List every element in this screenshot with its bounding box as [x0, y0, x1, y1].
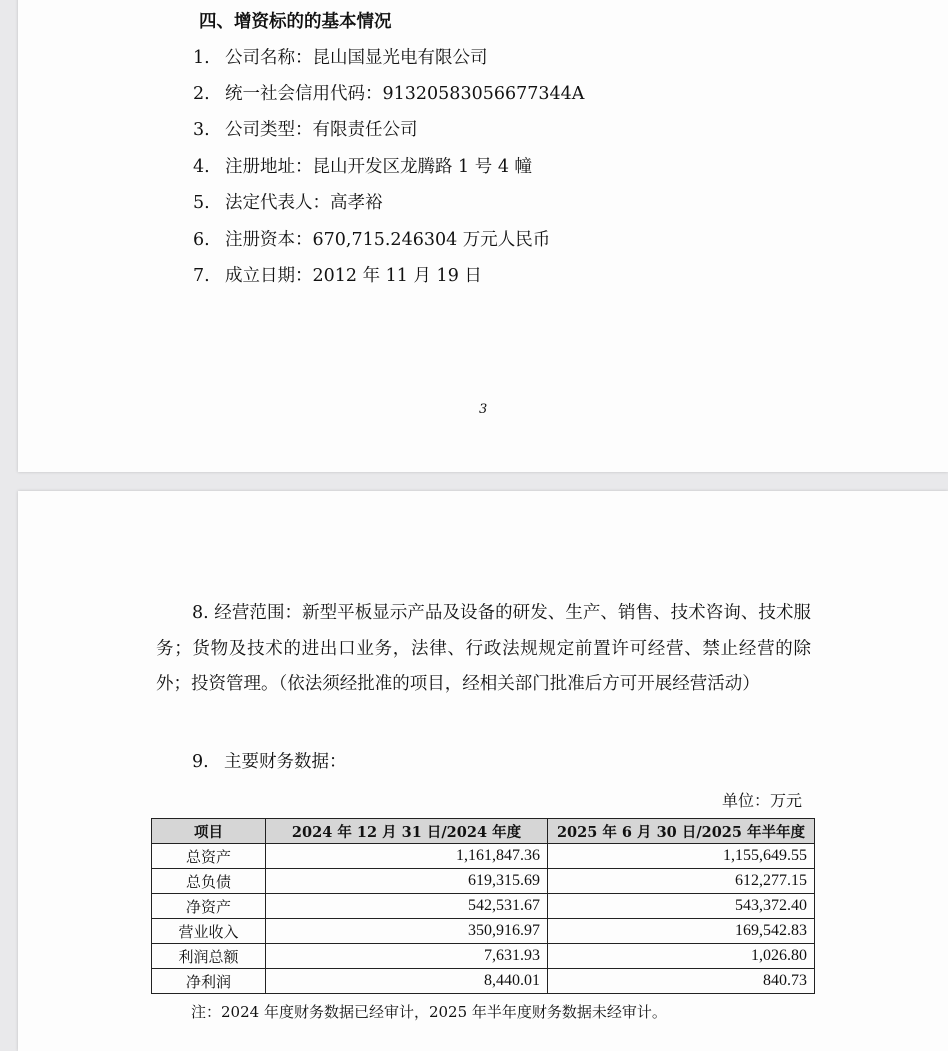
list-item-number: 5.	[193, 193, 210, 213]
list-item-company-type	[193, 119, 418, 141]
table-row	[152, 919, 815, 944]
list-item-text: 成立日期：2012 年 11 月 19 日	[225, 266, 482, 286]
row-label: 总负债	[152, 869, 266, 894]
list-item-legal-rep	[193, 192, 383, 214]
list-item-text: 公司名称：昆山国显光电有限公司	[225, 48, 488, 68]
header-item: 项目	[152, 819, 266, 844]
list-item-number: 4.	[193, 157, 210, 177]
value-2024: 1,161,847.36	[266, 844, 548, 869]
value-2025: 1,026.80	[548, 944, 815, 969]
list-item-financial-data	[192, 751, 347, 773]
business-scope-paragraph: 8. 经营范围：新型平板显示产品及设备的研发、生产、销售、技术咨询、技术服务；货物及技术的进出口业务，法律、行政法规规定前置许可经营、禁止经营的除外；投资管理。（依法须经批准的项目，经相关部门批准后方可开展经营活动）	[156, 603, 811, 694]
list-item-number: 7.	[193, 266, 210, 286]
list-item-company-name	[193, 47, 488, 69]
value-2024: 350,916.97	[266, 919, 548, 944]
table-row	[152, 844, 815, 869]
row-label: 净资产	[152, 894, 266, 919]
list-item-registered-capital	[193, 229, 550, 251]
list-item-credit-code	[193, 83, 584, 105]
list-item-text: 公司类型：有限责任公司	[225, 120, 418, 140]
unit-label: 单位：万元	[722, 791, 803, 810]
table-header-row	[152, 819, 815, 844]
list-item-text: 注册地址：昆山开发区龙腾路 1 号 4 幢	[225, 157, 533, 177]
value-2025: 1,155,649.55	[548, 844, 815, 869]
table-row	[152, 969, 815, 994]
list-item-text: 主要财务数据：	[224, 752, 347, 772]
document-page-4	[18, 491, 948, 1051]
table-row	[152, 894, 815, 919]
list-item-number: 6.	[193, 230, 210, 250]
value-2025: 543,372.40	[548, 894, 815, 919]
value-2025: 612,277.15	[548, 869, 815, 894]
row-label: 利润总额	[152, 944, 266, 969]
value-2025: 840.73	[548, 969, 815, 994]
page-number: 3	[479, 402, 488, 417]
list-item-number: 2.	[193, 84, 210, 104]
list-item-text: 注册资本：670,715.246304 万元人民币	[225, 230, 551, 250]
list-item-text: 法定代表人：高孝裕	[225, 193, 383, 213]
list-item-number: 1.	[193, 48, 210, 68]
document-page-3	[18, 0, 948, 472]
list-item-text: 统一社会信用代码：91320583056677344A	[225, 84, 585, 104]
list-item-founded-date	[193, 265, 482, 287]
table-footnote: 注：2024 年度财务数据已经审计，2025 年半年度财务数据未经审计。	[191, 1003, 667, 1021]
list-item-number: 9.	[192, 752, 209, 772]
value-2024: 542,531.67	[266, 894, 548, 919]
table-row	[152, 869, 815, 894]
value-2024: 619,315.69	[266, 869, 548, 894]
row-label: 净利润	[152, 969, 266, 994]
list-item-number: 3.	[193, 120, 210, 140]
value-2025: 169,542.83	[548, 919, 815, 944]
section-heading: 四、增资标的的基本情况	[199, 12, 392, 32]
row-label: 总资产	[152, 844, 266, 869]
header-2024: 2024 年 12 月 31 日/2024 年度	[266, 819, 548, 844]
list-item-address	[193, 156, 532, 178]
value-2024: 7,631.93	[266, 944, 548, 969]
financial-data-table	[151, 818, 815, 994]
header-2025: 2025 年 6 月 30 日/2025 年半年度	[548, 819, 815, 844]
table-row	[152, 944, 815, 969]
value-2024: 8,440.01	[266, 969, 548, 994]
row-label: 营业收入	[152, 919, 266, 944]
